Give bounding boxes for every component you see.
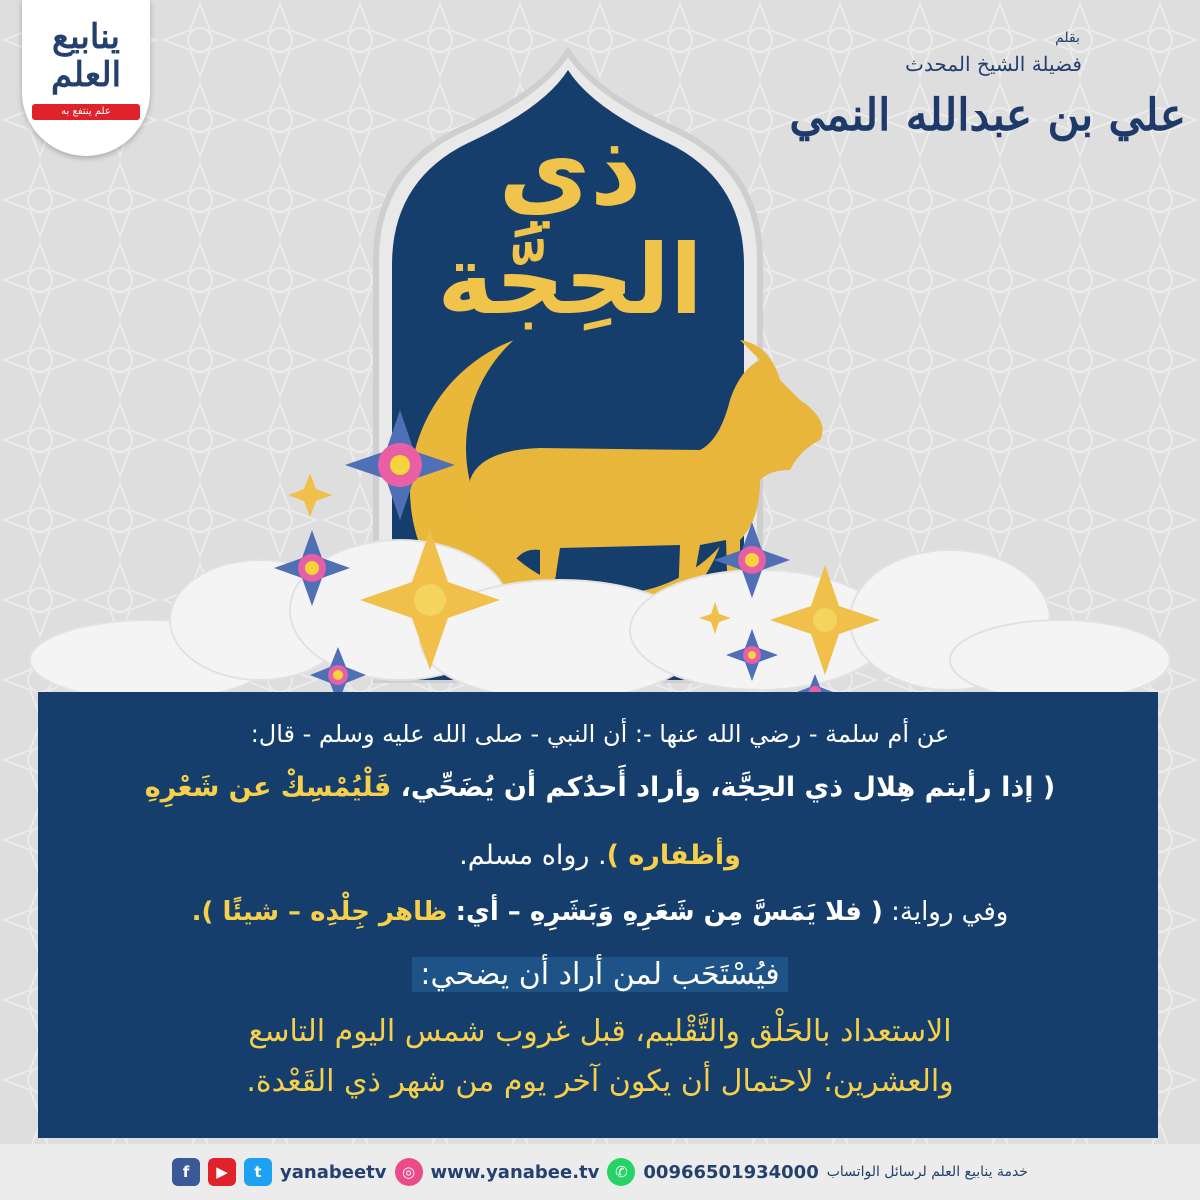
dribbble-icon[interactable]: ◎ — [395, 1158, 423, 1186]
body-line-2: والعشرين؛ لاحتمال أن يكون آخر يوم من شهر ذي القَعْدة. — [246, 1064, 954, 1099]
section-heading-text: فيُسْتَحَب لمن أراد أن يضحي: — [412, 957, 787, 992]
author-title: فضيلة الشيخ المحدث — [905, 52, 1082, 76]
hadith-line-1 — [60, 768, 1140, 808]
body-line-1: الاستعداد بالحَلْق والتَّقْليم، قبل غروب شمس اليوم التاسع — [248, 1014, 952, 1049]
section-heading — [60, 952, 1140, 998]
whatsapp-label: خدمة ينابيع العلم لرسائل الواتساب — [826, 1164, 1028, 1180]
facebook-icon[interactable]: f — [172, 1158, 200, 1186]
hadith-narrated: . رواه مسلم. — [459, 840, 607, 871]
hadith-highlight-1: فَلْيُمْسِكْ عن شَعْرِهِ — [144, 772, 392, 803]
hadith-part-1: ( إذا رأيتم هِلال ذي الحِجَّة، وأراد أَحدُكم أن يُضَحِّي، — [400, 772, 1056, 803]
footer-bar — [0, 1144, 1200, 1200]
whatsapp-phone[interactable]: 00966501934000 — [643, 1161, 819, 1183]
author-name: علي بن عبدالله النمي — [789, 90, 1186, 141]
logo-tagline: علم ينتفع به — [32, 104, 140, 120]
twitter-icon[interactable]: t — [244, 1158, 272, 1186]
riwaya-text: ( فلا يَمَسَّ مِن شَعَرِهِ وَبَشَرِهِ – أي: — [455, 897, 883, 927]
hadith-line-2 — [60, 836, 1140, 876]
riwaya-line — [60, 892, 1140, 932]
whatsapp-icon[interactable]: ✆ — [607, 1158, 635, 1186]
riwaya-label: وفي رواية: — [891, 897, 1009, 927]
title-line-1: ذي — [498, 111, 642, 228]
title-line-2: الحِجَّة — [437, 224, 703, 336]
social-handle[interactable]: yanabeetv — [280, 1161, 387, 1183]
website-link[interactable]: www.yanabee.tv — [430, 1161, 600, 1183]
riwaya-highlight: ظاهر جِلْدِه – شيئًا ). — [191, 897, 448, 927]
logo-name: ينابيع العلم — [50, 17, 122, 95]
author-by-label: بقلم — [1055, 30, 1080, 46]
hadith-highlight-2: وأظفاره ) — [606, 840, 741, 871]
youtube-icon[interactable]: ▶ — [208, 1158, 236, 1186]
hadith-intro: عن أم سلمة - رضي الله عنها -: أن النبي - صلى الله عليه وسلم - قال: — [250, 720, 950, 748]
